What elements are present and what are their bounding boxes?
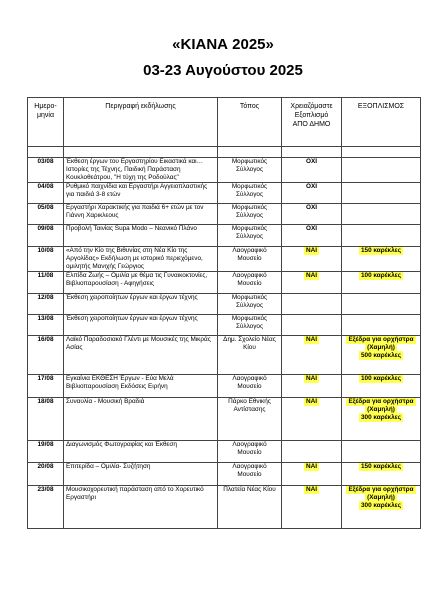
table-row bbox=[28, 147, 421, 158]
event-date: 17/08 bbox=[28, 375, 64, 398]
equipment-needed-value: ΟΧΙ bbox=[305, 225, 317, 232]
event-date: 04/08 bbox=[28, 183, 64, 204]
equipment-needed-value: ΝΑΙ bbox=[305, 463, 317, 470]
equipment-list bbox=[342, 158, 421, 183]
event-description: Λαϊκό Παραδοσιακό Γλέντι με Μουσικές της Μικράς Ασίας bbox=[64, 336, 218, 375]
event-date: 03/08 bbox=[28, 158, 64, 183]
equipment-item: Εξέδρα για ορχήστρα bbox=[348, 336, 414, 343]
event-place: Πάρκο Εθνικής Αντίστασης bbox=[218, 398, 282, 441]
equipment-list bbox=[342, 183, 421, 204]
equipment-list bbox=[342, 398, 421, 441]
event-place: Μορφωτικός Σύλλογος bbox=[218, 183, 282, 204]
equipment-needed bbox=[282, 204, 342, 225]
event-place: Μορφωτικός Σύλλογος bbox=[218, 225, 282, 247]
header-need: Χρειαζόμαστε Εξοπλισμό ΑΠΟ ΔΗΜΟ bbox=[282, 98, 342, 147]
event-date: 20/08 bbox=[28, 463, 64, 486]
event-date: 13/08 bbox=[28, 315, 64, 336]
table-row bbox=[28, 486, 421, 529]
event-description: Εγκαίνια ΕΚΘΕΣΗ Έργων - Εύα Μελά Βιβλιοπαρουσίαση Εκδόσεις Ειρήνη bbox=[64, 375, 218, 398]
equipment-list bbox=[342, 441, 421, 463]
header-equipment: ΕΞΟΠΛΙΣΜΟΣ bbox=[342, 98, 421, 147]
table-row bbox=[28, 272, 421, 294]
event-place: Λαογραφικό Μουσείο bbox=[218, 441, 282, 463]
event-place: Μορφωτικός Σύλλογος bbox=[218, 204, 282, 225]
equipment-needed bbox=[282, 398, 342, 441]
equipment-list bbox=[342, 486, 421, 529]
table-row bbox=[28, 158, 421, 183]
event-place: Δημ. Σχολείο Νέας Κίου bbox=[218, 336, 282, 375]
event-place: Πλατεία Νέας Κίου bbox=[218, 486, 282, 529]
equipment-list bbox=[342, 225, 421, 247]
equipment-list bbox=[342, 272, 421, 294]
event-date: 12/08 bbox=[28, 294, 64, 315]
event-description: Εργαστήρι Χαρακτικής για παιδιά 6+ ετών με τον Γιάννη Χαρικλεους bbox=[64, 204, 218, 225]
events-table bbox=[27, 97, 421, 529]
equipment-list bbox=[342, 204, 421, 225]
equipment-needed-value: ΝΑΙ bbox=[305, 486, 317, 493]
equipment-needed bbox=[282, 294, 342, 315]
table-row bbox=[28, 225, 421, 247]
equipment-list bbox=[342, 463, 421, 486]
equipment-needed bbox=[282, 375, 342, 398]
equipment-item: 150 καρέκλες bbox=[360, 463, 402, 470]
equipment-item: 100 καρέκλες bbox=[360, 272, 402, 279]
equipment-list bbox=[342, 375, 421, 398]
table-row bbox=[28, 247, 421, 272]
event-place: Λαογραφικό Μουσείο bbox=[218, 247, 282, 272]
header-description: Περιγραφή εκδήλωσης bbox=[64, 98, 218, 147]
event-date: 19/08 bbox=[28, 441, 64, 463]
document-title: «ΚΙΑΝΑ 2025» bbox=[172, 36, 274, 53]
event-description: Διαγωνισμός Φωτογραφίας και Έκθεση bbox=[64, 441, 218, 463]
header-place: Τόπος bbox=[218, 98, 282, 147]
table-row bbox=[28, 204, 421, 225]
event-date: 23/08 bbox=[28, 486, 64, 529]
event-description: Ελπίδα Ζωής – Ομιλία με θέμα τις Γυναικοκτονίες, Βιβλιοπαρουσίαση - Αφηγήσεις bbox=[64, 272, 218, 294]
event-description: Έκθεση χειροποίητων έργων και έργων τέχνης bbox=[64, 315, 218, 336]
equipment-needed bbox=[282, 247, 342, 272]
equipment-needed bbox=[282, 225, 342, 247]
event-description bbox=[64, 147, 218, 158]
event-date: 09/08 bbox=[28, 225, 64, 247]
equipment-needed bbox=[282, 158, 342, 183]
table-row bbox=[28, 441, 421, 463]
equipment-needed bbox=[282, 441, 342, 463]
equipment-item: 300 καρέκλες bbox=[360, 502, 402, 509]
equipment-item: 300 καρέκλες bbox=[360, 414, 402, 421]
table-row bbox=[28, 294, 421, 315]
event-description: «Από την Κίο της Βιθυνίας στη Νέα Κίο της Αργολίδας» Εκδήλωση με ιστορικό περιεχόμενο, ομιλητής Μανιχής Γεώργιος bbox=[64, 247, 218, 272]
equipment-needed bbox=[282, 336, 342, 375]
events-table-body bbox=[28, 147, 421, 529]
event-description: Επιτερίδα – Ομιλία- Συζήτηση bbox=[64, 463, 218, 486]
equipment-needed-value: ΟΧΙ bbox=[305, 158, 317, 165]
table-row bbox=[28, 315, 421, 336]
equipment-needed-value: ΟΧΙ bbox=[305, 183, 317, 190]
event-place: Λαογραφικό Μουσείο bbox=[218, 463, 282, 486]
equipment-needed bbox=[282, 315, 342, 336]
event-date: 11/08 bbox=[28, 272, 64, 294]
equipment-needed-value: ΝΑΙ bbox=[305, 247, 317, 254]
event-description: Προβολή Ταινίας Supa Modo – Νεανικό Πλάνο bbox=[64, 225, 218, 247]
event-place: Μορφωτικός Σύλλογος bbox=[218, 158, 282, 183]
table-row bbox=[28, 463, 421, 486]
equipment-list bbox=[342, 315, 421, 336]
table-row bbox=[28, 375, 421, 398]
equipment-list bbox=[342, 247, 421, 272]
equipment-needed bbox=[282, 183, 342, 204]
equipment-list bbox=[342, 147, 421, 158]
header-date: Ημερο- μηνία bbox=[28, 98, 64, 147]
equipment-needed-value: ΝΑΙ bbox=[305, 336, 317, 343]
equipment-item: Εξέδρα για ορχήστρα bbox=[348, 486, 414, 493]
event-place: Μορφωτικός Σύλλογος bbox=[218, 294, 282, 315]
event-place: Λαογραφικό Μουσείο bbox=[218, 375, 282, 398]
event-place: Μορφωτικός Σύλλογος bbox=[218, 315, 282, 336]
equipment-needed-value: ΝΑΙ bbox=[305, 375, 317, 382]
equipment-item: 500 καρέκλες bbox=[360, 352, 402, 359]
equipment-list bbox=[342, 336, 421, 375]
equipment-needed bbox=[282, 463, 342, 486]
table-row bbox=[28, 183, 421, 204]
equipment-item: 150 καρέκλες bbox=[360, 247, 402, 254]
event-description: Έκθεση χειροποίητων έργων και έργων τέχνης bbox=[64, 294, 218, 315]
equipment-list bbox=[342, 294, 421, 315]
event-date: 16/08 bbox=[28, 336, 64, 375]
table-row bbox=[28, 398, 421, 441]
equipment-item: (Χαμηλή) bbox=[367, 494, 395, 501]
equipment-item: (Χαμηλή) bbox=[367, 406, 395, 413]
equipment-item: 100 καρέκλες bbox=[360, 375, 402, 382]
event-description: Συναυλία - Μουσική Βραδιά bbox=[64, 398, 218, 441]
document-subtitle: 03-23 Αυγούστου 2025 bbox=[143, 62, 303, 79]
equipment-needed-value: ΝΑΙ bbox=[305, 272, 317, 279]
table-row bbox=[28, 336, 421, 375]
equipment-needed bbox=[282, 272, 342, 294]
event-place: Λαογραφικό Μουσείο bbox=[218, 272, 282, 294]
header-row bbox=[28, 98, 421, 147]
event-description: Έκθεση έργων του Εργαστηρίου Εικαστικά και… Ιστορίες της Τέχνης, Παιδική Παράσταση Κουκλοθεάτρου, "Η τύχη της Ροδούλας" bbox=[64, 158, 218, 183]
equipment-item: (Χαμηλή) bbox=[367, 344, 395, 351]
event-description: Ρυθμικό παιχνίδια και Εργαστήρι Αγγειοπλαστικής για παιδιά 3-8 ετών bbox=[64, 183, 218, 204]
event-date: 10/08 bbox=[28, 247, 64, 272]
event-place bbox=[218, 147, 282, 158]
event-date: 05/08 bbox=[28, 204, 64, 225]
equipment-needed-value: ΝΑΙ bbox=[305, 398, 317, 405]
equipment-needed bbox=[282, 486, 342, 529]
event-description: Μουσικοχορευτική παράσταση από το Χορευτικό Εργαστήρι bbox=[64, 486, 218, 529]
equipment-needed-value: ΟΧΙ bbox=[305, 204, 317, 211]
event-date bbox=[28, 147, 64, 158]
equipment-needed bbox=[282, 147, 342, 158]
event-date: 18/08 bbox=[28, 398, 64, 441]
equipment-item: Εξέδρα για ορχήστρα bbox=[348, 398, 414, 405]
